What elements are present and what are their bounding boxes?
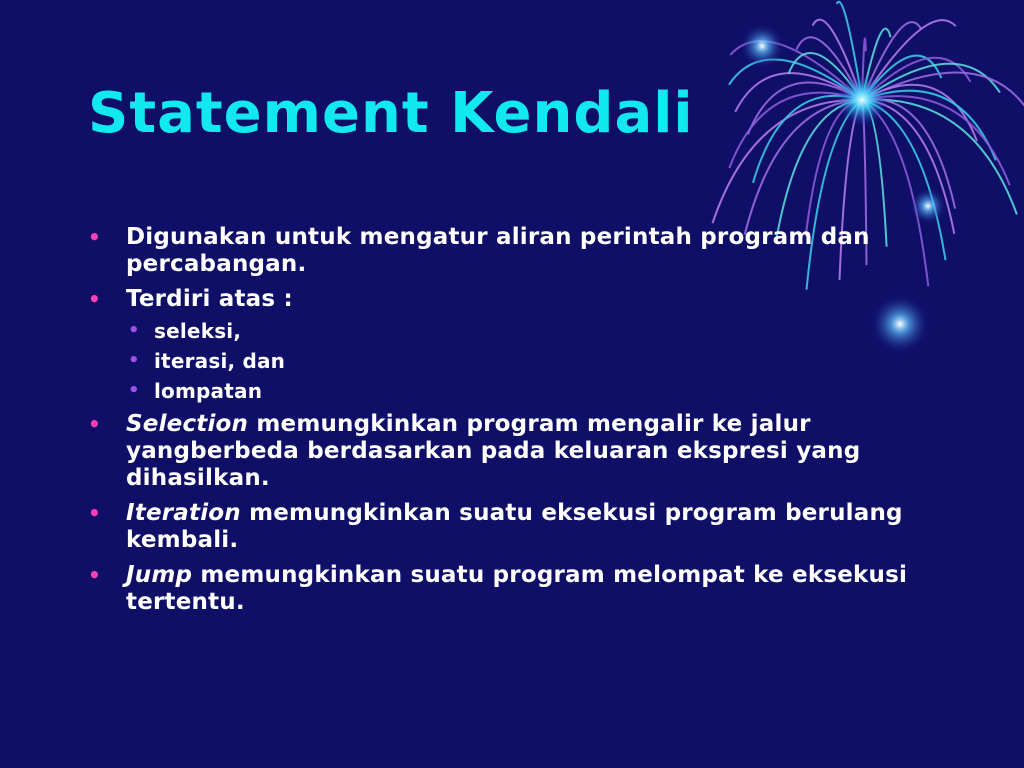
sub-bullet-item xyxy=(126,379,948,403)
slide-title: Statement Kendali xyxy=(88,81,694,146)
sub-bullet-marker: • xyxy=(128,350,140,371)
sub-bullet-marker: • xyxy=(128,380,140,401)
bullet-marker: • xyxy=(88,563,101,587)
sub-bullet-text: seleksi, xyxy=(154,319,242,343)
sub-bullet-list xyxy=(126,319,948,403)
bullet-text: memungkinkan program mengalir ke jalur yangberbeda berdasarkan pada keluaran ekspresi yang dihasilkan. xyxy=(126,411,861,491)
bullet-item xyxy=(88,286,948,403)
bullet-text: Terdiri atas : xyxy=(126,286,293,312)
bullet-item xyxy=(88,224,948,278)
bullet-marker: • xyxy=(88,501,101,525)
sub-bullet-item xyxy=(126,349,948,373)
bullet-text: Digunakan untuk mengatur aliran perintah program dan percabangan. xyxy=(126,224,870,277)
firework-ray xyxy=(713,100,863,223)
sub-bullet-marker: • xyxy=(128,320,140,341)
bullet-text: memungkinkan suatu program melompat ke eksekusi tertentu. xyxy=(126,562,908,615)
sub-bullet-text: lompatan xyxy=(154,379,263,403)
bullet-marker: • xyxy=(88,412,101,436)
bullet-emphasis: Selection xyxy=(126,411,249,437)
bullet-emphasis: Jump xyxy=(126,562,193,588)
bullet-list xyxy=(88,224,948,624)
bullet-item xyxy=(88,411,948,492)
bullet-text: memungkinkan suatu eksekusi program berulang kembali. xyxy=(126,500,903,553)
bullet-marker: • xyxy=(88,225,101,249)
bullet-item xyxy=(88,500,948,554)
sub-bullet-item xyxy=(126,319,948,343)
sub-bullet-text: iterasi, dan xyxy=(154,349,286,373)
bullet-marker: • xyxy=(88,287,101,311)
bullet-emphasis: Iteration xyxy=(126,500,241,526)
bullet-item xyxy=(88,562,948,616)
